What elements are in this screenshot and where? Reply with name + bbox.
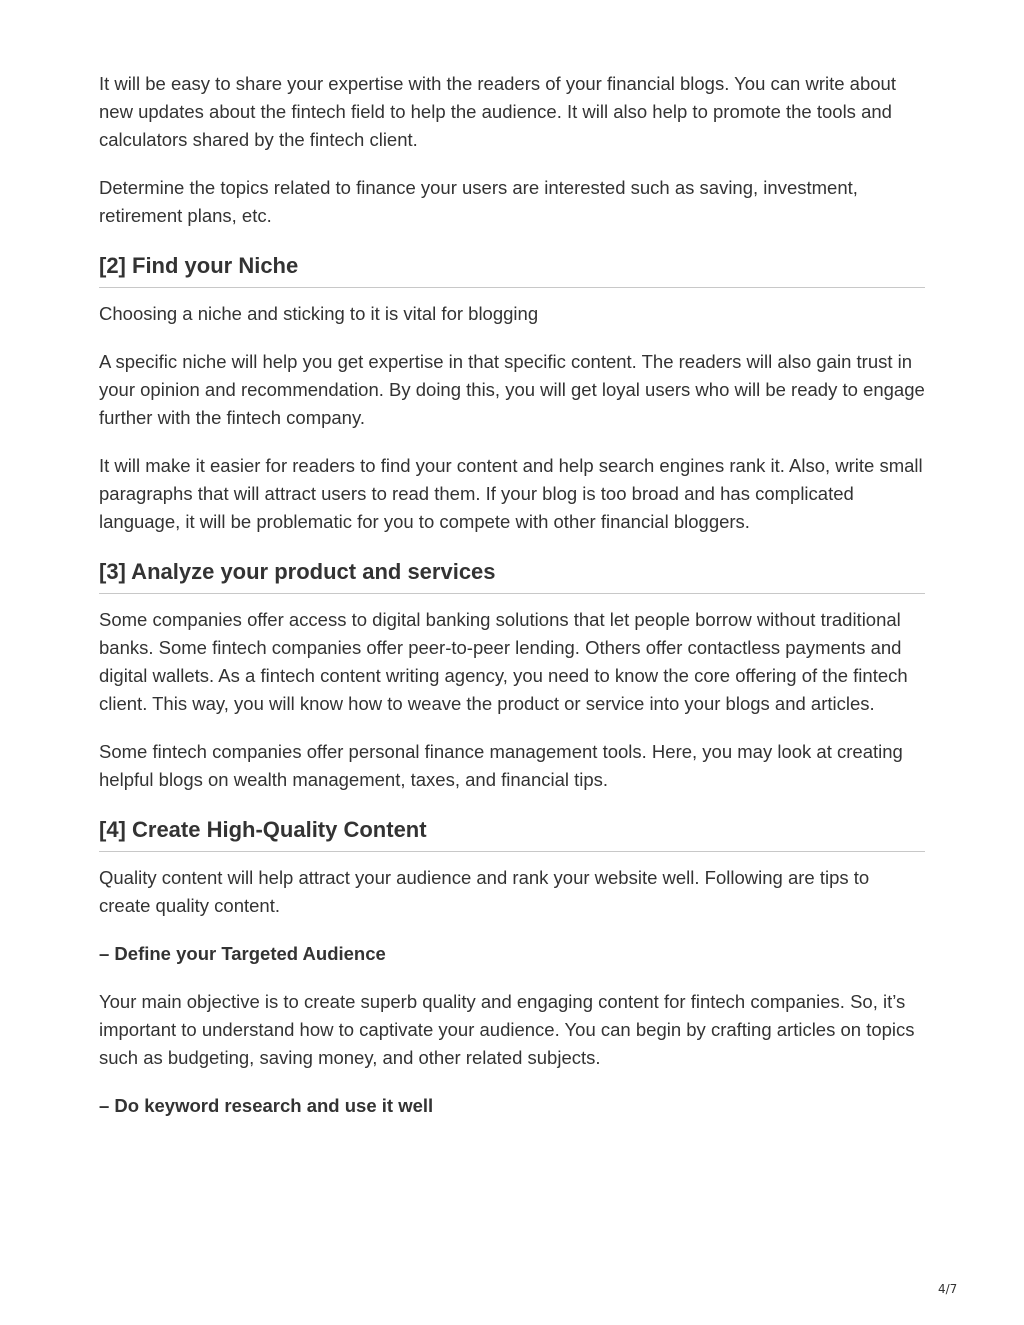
subheading-keyword-research: – Do keyword research and use it well (99, 1095, 434, 1116)
heading-analyze-product: [3] Analyze your product and services (99, 556, 925, 594)
page-number: 4/7 (938, 1282, 958, 1296)
paragraph-personal-finance: Some fintech companies offer personal finance management tools. Here, you may look at creating helpful blogs on wealth management, taxes, and financial tips. (99, 741, 903, 790)
paragraph-quality-content: Quality content will help attract your audience and rank your website well. Following are tips to create quality content. (99, 867, 870, 916)
paragraph-main-objective: Your main objective is to create superb quality and engaging content for fintech companies. So, it’s important to understand how to captivate your audience. You can begin by crafting articles on topics such as budgeting, saving money, and other related subjects. (99, 991, 915, 1068)
paragraph-choosing-niche: Choosing a niche and sticking to it is vital for blogging (99, 303, 539, 324)
paragraph-share-expertise: It will be easy to share your expertise with the readers of your financial blogs. You can write about new updates about the fintech field to help the audience. It will also help to promote the tools and calculators shared by the fintech client. (99, 73, 896, 150)
paragraph-easier-to-find: It will make it easier for readers to find your content and help search engines rank it. Also, write small paragraphs that will attract users to read them. If your blog is too broad and has complicated language, it will be problematic for you to compete with other financial bloggers. (99, 455, 923, 532)
paragraph-determine-topics: Determine the topics related to finance your users are interested such as saving, investment, retirement plans, etc. (99, 177, 858, 226)
paragraph-specific-niche: A specific niche will help you get expertise in that specific content. The readers will also gain trust in your opinion and recommendation. By doing this, you will get loyal users who will be ready to engage further with the fintech company. (99, 351, 925, 428)
heading-high-quality-content: [4] Create High-Quality Content (99, 814, 925, 852)
heading-find-your-niche: [2] Find your Niche (99, 250, 925, 288)
subheading-targeted-audience: – Define your Targeted Audience (99, 943, 386, 964)
document-body (99, 70, 925, 1140)
paragraph-digital-banking: Some companies offer access to digital banking solutions that let people borrow without traditional banks. Some fintech companies offer peer-to-peer lending. Others offer contactless payments and digital wallets. As a fintech content writing agency, you need to know the core offering of the fintech client. This way, you will know how to weave the product or service into your blogs and articles. (99, 609, 908, 714)
